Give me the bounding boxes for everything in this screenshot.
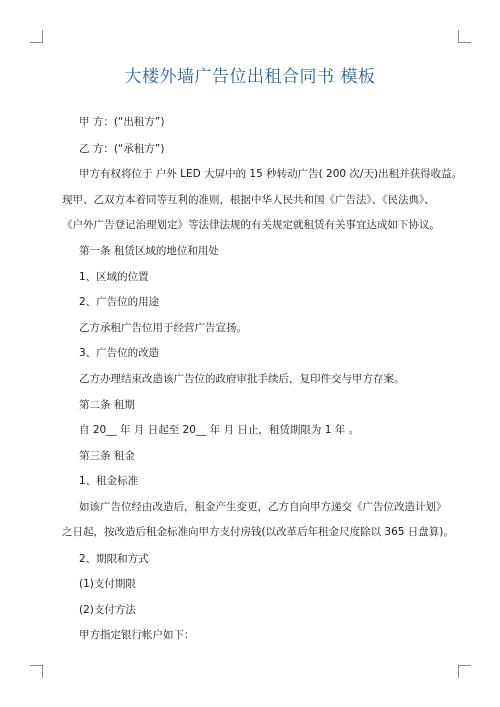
document-paragraph: 甲方指定银行帐户如下：: [79, 629, 195, 641]
document-paragraph: 2、期限和方式: [79, 553, 149, 565]
document-paragraph: 甲方有权将位于 户外 LED 大屏中的 15 秒转动广告( 200 次/天)出租并获得收益。: [79, 168, 463, 180]
document-paragraph: 1、租金标准: [79, 475, 139, 487]
document-paragraph: (2)支付方法: [79, 604, 136, 616]
document-paragraph: 乙方承租广告位用于经营广告宣扬。: [79, 322, 247, 334]
document-paragraph: 甲 方：(“出租方”): [79, 116, 165, 128]
document-paragraph: 乙 方：(“承租方”): [79, 143, 165, 155]
document-paragraph: 之日起，按改造后租金标准向甲方支付房钱(以改革后年租金尺度除以 365 日盘算)。: [62, 526, 454, 538]
crop-mark-bottom-right: [458, 665, 471, 678]
document-paragraph: 第三条 租金: [79, 450, 135, 462]
document-paragraph: 如该广告位经由改造后，租金产生变更，乙方自向甲方递交《广告位改造计划》: [79, 501, 447, 513]
crop-mark-top-left: [30, 30, 43, 43]
document-paragraph: 2、广告位的用途: [79, 296, 160, 308]
crop-mark-top-right: [458, 30, 471, 43]
document-paragraph: 3、广告位的改造: [79, 347, 160, 359]
document-paragraph: 第二条 租期: [79, 399, 135, 411]
document-paragraph: 《户外广告登记治理划定》等法律法规的有关规定就租赁有关事宜达成如下协议。: [62, 219, 440, 231]
document-paragraph: 现甲、乙双方本着同等互利的准则，根据中华人民共和国《广告法》、《民法典》、: [62, 194, 435, 206]
document-paragraph: 第一条 租赁区域的地位和用处: [79, 245, 219, 257]
crop-mark-bottom-left: [30, 665, 43, 678]
document-paragraph: (1)支付期限: [79, 578, 136, 590]
document-paragraph: 1、区域的位置: [79, 271, 149, 283]
document-paragraph: 乙方办理结束改造该广告位的政府审批手续后，复印件交与甲方存案。: [79, 373, 405, 385]
document-title: 大楼外墙广告位出租合同书 模板: [124, 67, 376, 87]
document-paragraph: 自 20__ 年 月 日起至 20__ 年 月 日止，租赁期限为 1 年 。: [79, 424, 360, 436]
